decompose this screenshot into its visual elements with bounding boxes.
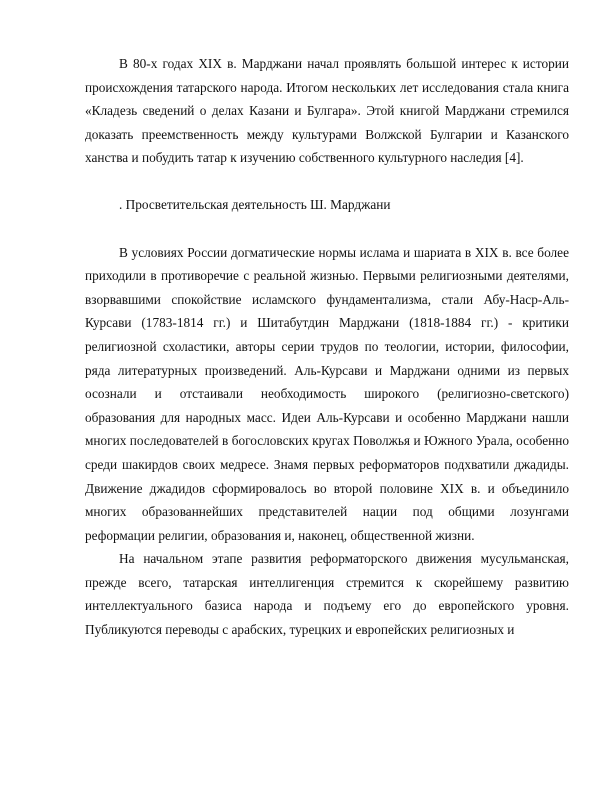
spacer [85,217,569,241]
paragraph-initial-stage: На начальном этапе развития реформаторского движения мусульманская, прежде всего, татарская интеллигенция стремится к скорейшему развитию интеллектуального базиса народа и подъему его до европейского уровня. Публикуются переводы с арабских, турецких и европейских религиозных и [85,551,569,638]
document-page [85,52,569,642]
paragraph-mardjani-history: В 80-х годах XIX в. Марджани начал проявлять большой интерес к истории происхождения татарского народа. Итогом нескольких лет исследования стала книга «Кладезь сведений о делах Казани и Булгара». Этой книгой Марджани стремился доказать преемственность между культурами Волжской Булгарии и Казанского ханства и побудить татар к изучению собственного культурного наследия [4]. [85,56,569,166]
paragraph-reformers: В условиях России догматические нормы ислама и шариата в XIX в. все более приходили в противоречие с реальной жизнью. Первыми религиозными деятелями, взорвавшими спокойствие исламского фундаментализма, стали Абу-Наср-Аль-Курсави (1783-1814 гг.) и Шитабутдин Марджани (1818-1884 гг.) - критики религиозной схоластики, авторы серии трудов по теологии, истории, философии, ряда литературных произведений. Аль-Курсави и Марджани одними из первых осознали и отстаивали необходимость широкого (религиозно-светского) образования для народных масс. Идеи Аль-Курсави и особенно Марджани нашли многих последователей в богословских кругах Поволжья и Южного Урала, особенно среди шакирдов своих медресе. Знамя первых реформаторов подхватили джадиды. Движение джадидов сформировалось во второй половине XIX в. и объединило многих образованнейших представителей нации под общими лозунгами реформации религии, образования и, наконец, общественной жизни. [85,244,569,543]
spacer [85,170,569,193]
section-heading: . Просветительская деятельность Ш. Марджани [119,196,391,212]
